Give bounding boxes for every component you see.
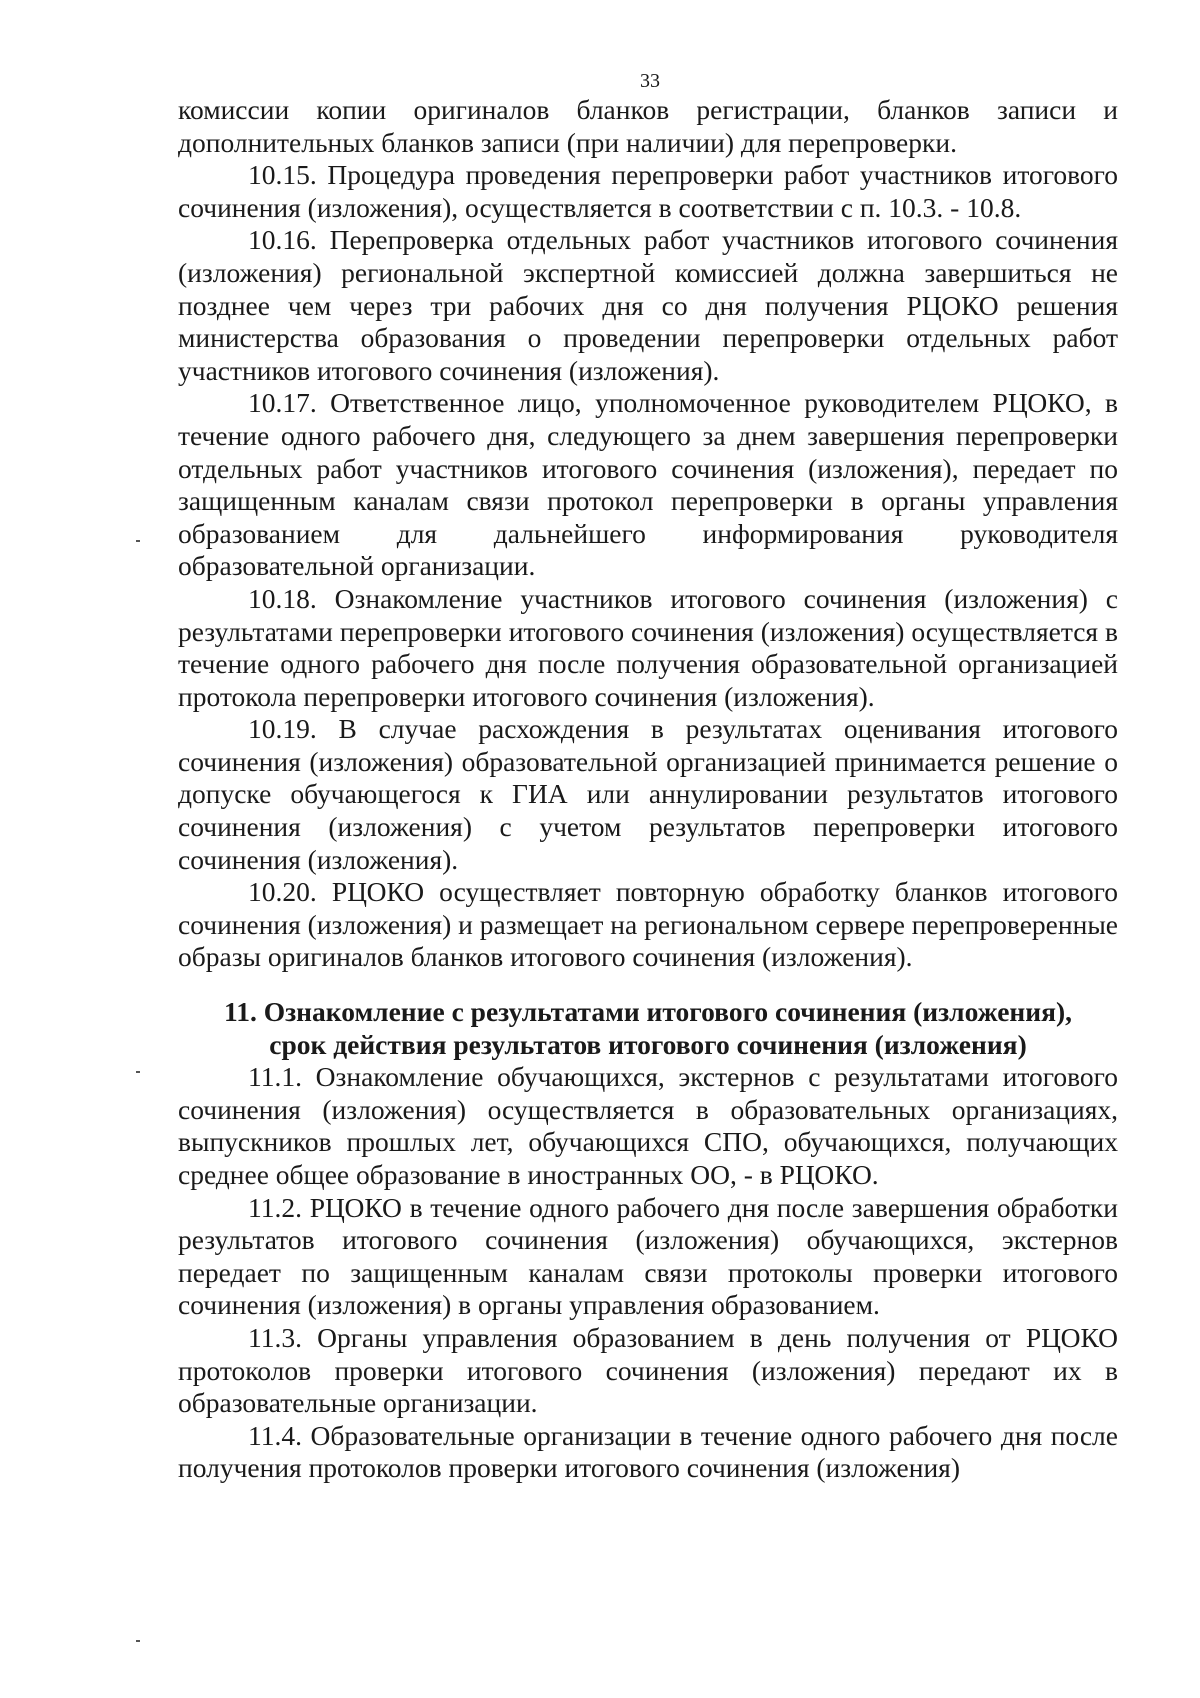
scan-artifact-mark: [136, 540, 140, 542]
paragraph-11-2: 11.2. РЦОКО в течение одного рабочего дня после завершения обработки результатов итогового сочинения (изложения) обучающихся, экстернов передает по защищенным каналам связи протоколы проверки итогового сочинения (изложения) в органы управления образованием.: [178, 1191, 1118, 1321]
paragraph-11-3: 11.3. Органы управления образованием в день получения от РЦОКО протоколов проверки итогового сочинения (изложения) передают их в образовательные организации.: [178, 1321, 1118, 1419]
paragraph-10-17: 10.17. Ответственное лицо, уполномоченное руководителем РЦОКО, в течение одного рабочего дня, следующего за днем завершения перепроверки отдельных работ участников итогового сочинения (изложения), передает по защищенным каналам связи протокол перепроверки в органы управления образованием для дальнейшего информирования руководителя образовательной организации.: [178, 387, 1118, 582]
section-heading-line-1: 11. Ознакомление с результатами итогового сочинения (изложения),: [223, 996, 1073, 1028]
document-body: [178, 94, 1118, 1485]
paragraph-10-15: 10.15. Процедура проведения перепроверки работ участников итогового сочинения (изложения), осуществляется в соответствии с п. 10.3. - 10.8.: [178, 159, 1118, 223]
paragraph-10-14-continued: комиссии копии оригиналов бланков регистрации, бланков записи и дополнительных бланков записи (при наличии) для перепроверки.: [178, 94, 1118, 158]
scan-artifact-mark: [136, 1071, 140, 1073]
paragraph-10-20: 10.20. РЦОКО осуществляет повторную обработку бланков итогового сочинения (изложения) и размещает на региональном сервере перепроверенные образы оригиналов бланков итогового сочинения (изложения).: [178, 876, 1118, 973]
paragraph-10-18: 10.18. Ознакомление участников итогового сочинения (изложения) с результатами перепроверки итогового сочинения (изложения) осуществляется в течение одного рабочего дня после получения образовательной организацией протокола перепроверки итогового сочинения (изложения).: [178, 582, 1118, 712]
page-number: 33: [640, 70, 660, 92]
paragraph-11-4: 11.4. Образовательные организации в течение одного рабочего дня после получения протоколов проверки итогового сочинения (изложения): [178, 1419, 1118, 1484]
scan-artifact-mark: [136, 1640, 140, 1642]
section-11-heading: [178, 996, 1118, 1061]
section-heading-line-2: срок действия результатов итогового сочинения (изложения): [269, 1028, 1027, 1060]
paragraph-10-19: 10.19. В случае расхождения в результатах оценивания итогового сочинения (изложения) образовательной организацией принимается решение о допуске обучающегося к ГИА или аннулировании результатов итогового сочинения (изложения) с учетом результатов перепроверки итогового сочинения (изложения).: [178, 713, 1118, 875]
paragraph-10-16: 10.16. Перепроверка отдельных работ участников итогового сочинения (изложения) региональной экспертной комиссией должна завершиться не позднее чем через три рабочих дня со дня получения РЦОКО решения министерства образования о проведении перепроверки отдельных работ участников итогового сочинения (изложения).: [178, 224, 1118, 386]
paragraph-11-1: 11.1. Ознакомление обучающихся, экстернов с результатами итогового сочинения (изложения) осуществляется в образовательных организациях, выпускников прошлых лет, обучающихся СПО, обучающихся, получающих среднее общее образование в иностранных ОО, - в РЦОКО.: [178, 1061, 1118, 1190]
